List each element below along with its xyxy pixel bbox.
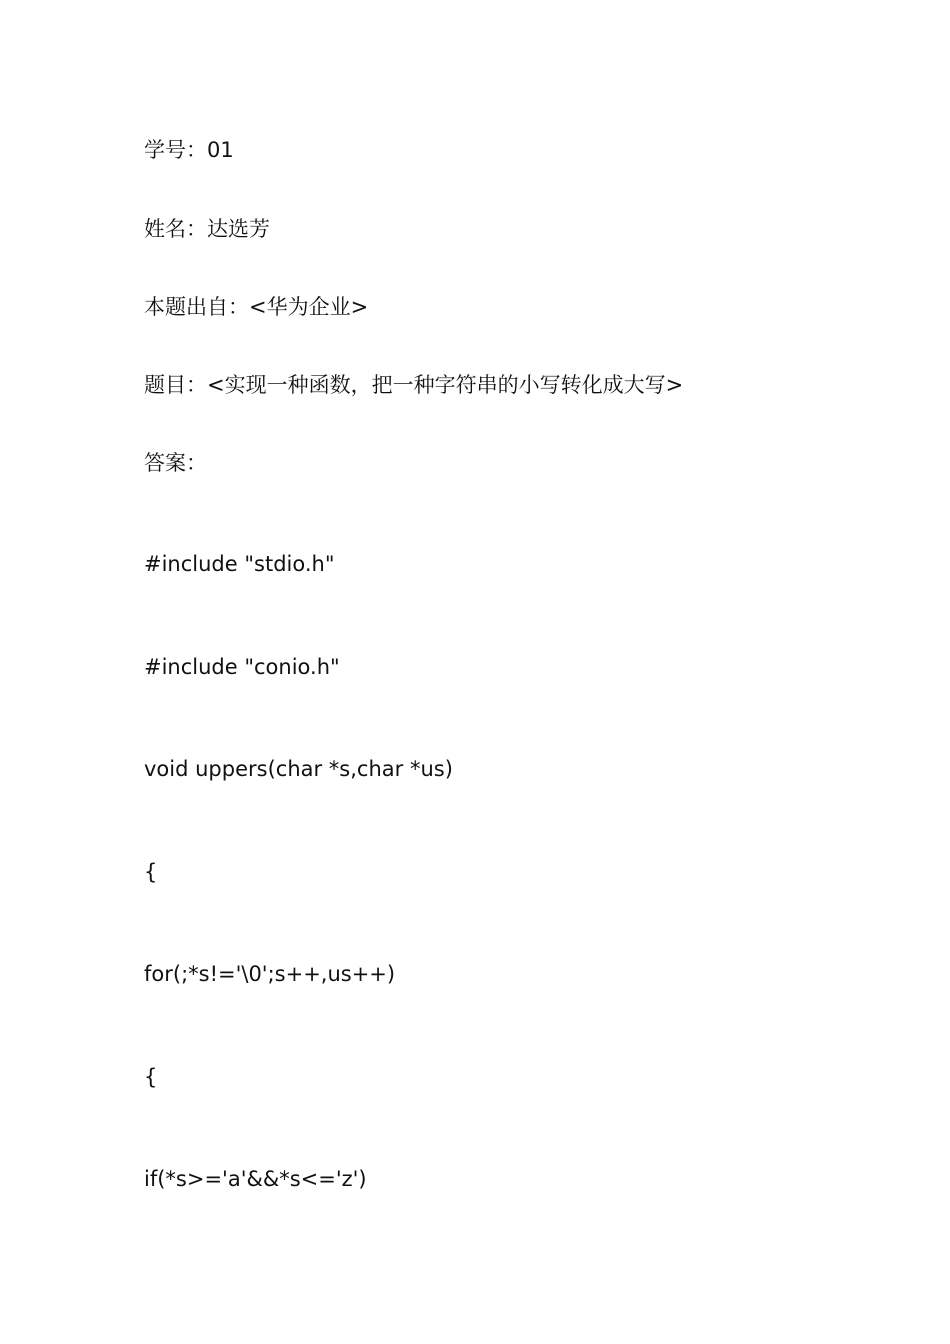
code-line: { bbox=[144, 860, 158, 884]
question-source-line: 本题出自：<华为企业> bbox=[144, 295, 369, 319]
code-line: if(*s>='a'&&*s<='z') bbox=[144, 1167, 367, 1191]
answer-label: 答案： bbox=[144, 451, 207, 475]
code-line: #include "conio.h" bbox=[144, 655, 340, 679]
code-line: #include "stdio.h" bbox=[144, 552, 335, 576]
code-line: { bbox=[144, 1065, 158, 1089]
student-id-line: 学号：01 bbox=[144, 138, 234, 162]
question-title-line: 题目：<实现一种函数，把一种字符串的小写转化成大写> bbox=[144, 373, 684, 397]
code-line: void uppers(char *s,char *us) bbox=[144, 757, 453, 781]
student-name-line: 姓名：达选芳 bbox=[144, 217, 270, 241]
code-line: for(;*s!='\0';s++,us++) bbox=[144, 962, 396, 986]
